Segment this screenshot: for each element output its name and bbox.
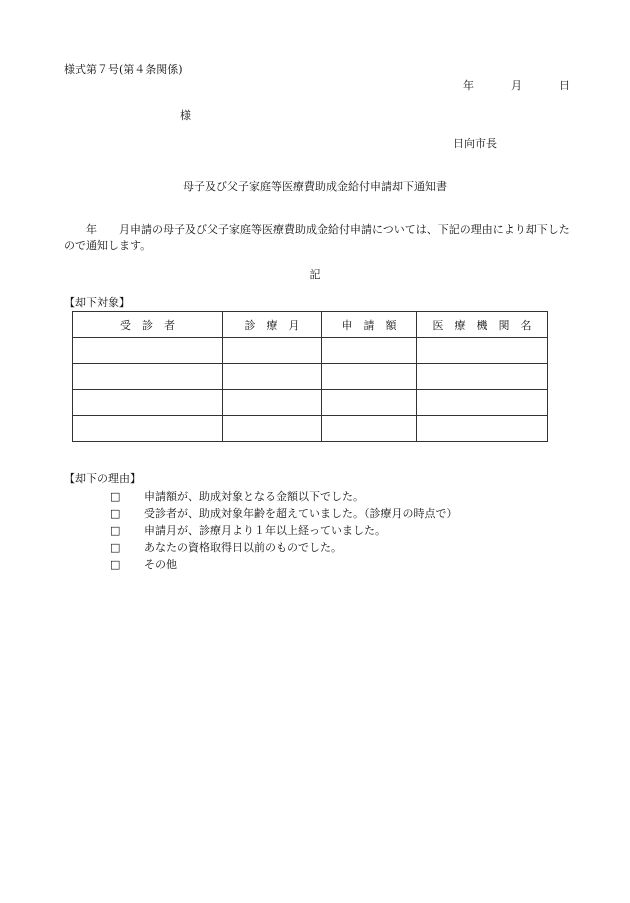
date-day-label: 日 <box>559 79 570 92</box>
reason-item-age <box>110 507 458 521</box>
table-row <box>73 416 548 442</box>
ki-label: 記 <box>309 268 321 281</box>
issuer-name: 日向市長 <box>453 137 497 150</box>
table-cell[interactable] <box>322 338 417 364</box>
table-row <box>73 364 548 390</box>
reason-label: その他 <box>144 558 177 571</box>
table-cell[interactable] <box>417 390 548 416</box>
form-number: 様式第７号(第４条関係) <box>64 63 183 76</box>
table-cell[interactable] <box>73 364 223 390</box>
table-cell[interactable] <box>322 364 417 390</box>
column-header-institution: 医 療 機 関 名 <box>417 312 548 338</box>
reason-label: 申請月が、診療月より１年以上経っていました。 <box>144 524 386 537</box>
column-header-month: 診 療 月 <box>223 312 322 338</box>
reason-label: 受診者が、助成対象年齢を超えていました。（診療月の時点で） <box>144 507 458 520</box>
table-cell[interactable] <box>73 390 223 416</box>
target-table <box>72 311 548 442</box>
checkbox-icon[interactable]: □ <box>110 507 121 520</box>
body-paragraph: 年 月申請の母子及び父子家庭等医療費助成金給付申請については、下記の理由により却下したので通知します。 <box>64 223 570 252</box>
table-cell[interactable] <box>223 364 322 390</box>
reason-label: あなたの資格取得日以前のものでした。 <box>144 541 342 554</box>
date-line <box>463 79 570 93</box>
column-header-patient: 受 診 者 <box>73 312 223 338</box>
table-cell[interactable] <box>73 416 223 442</box>
checkbox-icon[interactable]: □ <box>110 558 121 571</box>
reason-label: 申請額が、助成対象となる金額以下でした。 <box>144 490 364 503</box>
reason-item-elapsed <box>110 524 386 538</box>
table-cell[interactable] <box>223 416 322 442</box>
recipient-suffix: 様 <box>180 109 191 122</box>
reason-heading: 【却下の理由】 <box>64 472 141 485</box>
reason-item-amount <box>110 490 364 504</box>
table-header-row <box>73 312 548 338</box>
table-cell[interactable] <box>417 364 548 390</box>
table-cell[interactable] <box>223 390 322 416</box>
table-cell[interactable] <box>73 338 223 364</box>
table-cell[interactable] <box>322 390 417 416</box>
reason-item-eligibility <box>110 541 342 555</box>
table-cell[interactable] <box>417 338 548 364</box>
checkbox-icon[interactable]: □ <box>110 490 121 503</box>
table-row <box>73 390 548 416</box>
table-cell[interactable] <box>417 416 548 442</box>
date-year-label: 年 <box>463 79 474 92</box>
document-title: 母子及び父子家庭等医療費助成金給付申請却下通知書 <box>183 180 447 193</box>
table-row <box>73 338 548 364</box>
checkbox-icon[interactable]: □ <box>110 524 121 537</box>
table-cell[interactable] <box>322 416 417 442</box>
table-cell[interactable] <box>223 338 322 364</box>
date-month-label: 月 <box>511 79 522 92</box>
reason-item-other <box>110 558 177 572</box>
checkbox-icon[interactable]: □ <box>110 541 121 554</box>
column-header-amount: 申 請 額 <box>322 312 417 338</box>
target-heading: 【却下対象】 <box>64 296 130 309</box>
